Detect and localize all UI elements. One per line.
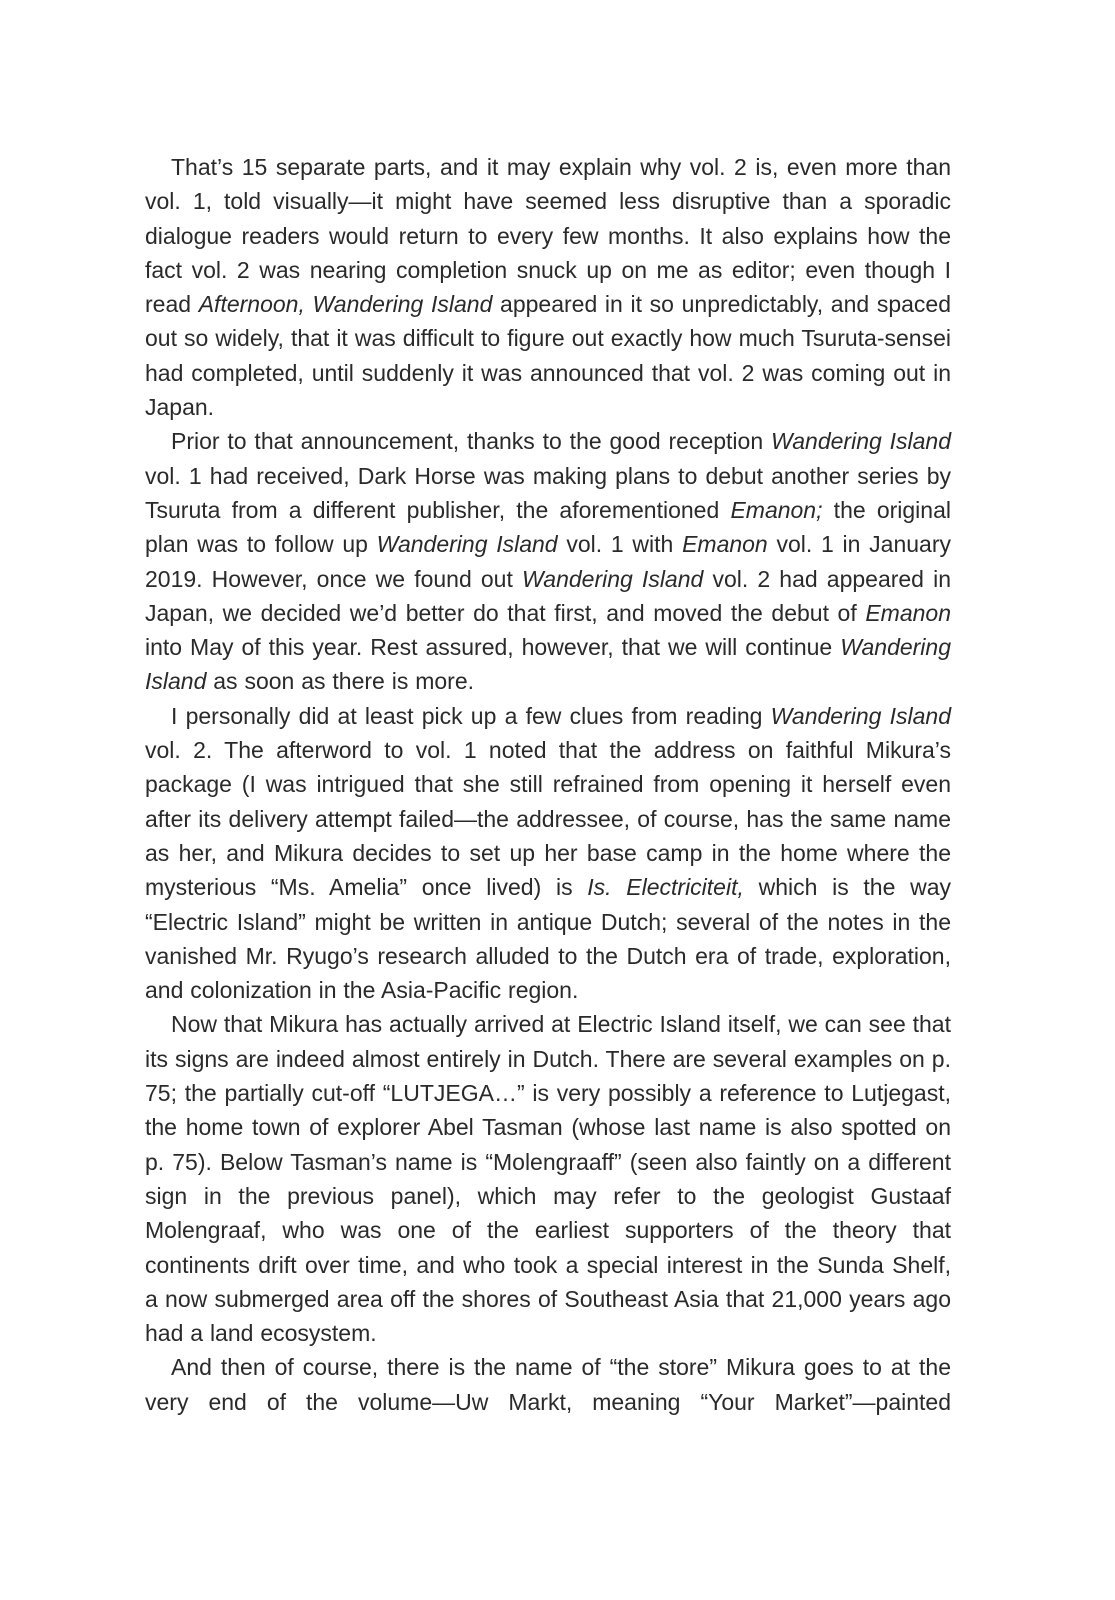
italic-title: Emanon [682,531,768,558]
text-run: appeared in it so unpredictably, and spaced out so widely, that it was difficult to figure out exactly how much Tsuruta-sensei had completed, until suddenly it was announced that vol. 2 was coming out in Japan. [145,291,951,421]
italic-title: Wandering Island [770,428,951,455]
italic-title: Wandering Island [770,702,951,729]
text-run: Prior to that announcement, thanks to the good reception [171,428,771,455]
text-run: as soon as there is more. [206,668,474,695]
body-text [145,150,951,1419]
paragraph-4 [145,1007,951,1350]
text-run: into May of this year. Rest assured, however, that we will continue [145,634,841,661]
text-run: the original plan was to follow up [145,496,951,558]
text-run: vol. 2. The afterword to vol. 1 noted that the address on faithful Mikura’s package (I was intrigued that she still refrained from opening it herself even after its delivery attempt failed—the addressee, of course, has the same name as her, and Mikura decides to set up her base camp in the home where the mysterious “Ms. Amelia” once lived) is [145,737,951,901]
italic-address: Is. Electriciteit, [587,874,744,901]
text-run: Now that Mikura has actually arrived at Electric Island itself, we can see that its signs are indeed almost entirely in Dutch. There are several examples on p. 75; the partially cut-off “LUTJEGA…” is very possibly a reference to Lutjegast, the home town of explorer Abel Tasman (whose last name is also spotted on p. 75). Below Tasman’s name is “Molengraaff” (seen also faintly on a different sign in the previous panel), which may refer to the geologist Gustaaf Molengraaf, who was one of the earliest supporters of the theory that continents drift over time, and who took a special interest in the Sunda Shelf, a now submerged area off the shores of Southeast Asia that 21,000 years ago had a land ecosystem. [145,1011,951,1347]
italic-title: Wandering Island [145,634,951,695]
text-run: I personally did at least pick up a few clues from reading [171,702,771,729]
paragraph-2 [145,424,951,698]
text-run: vol. 2 had appeared in Japan, we decided we’d better do that first, and moved the debut of [145,565,952,626]
text-run: vol. 1 in January 2019. However, once we found out [145,531,952,592]
text-run: And then of course, there is the name of “the store” Mikura goes to at the very end of the volume—Uw Markt, meaning “Your Market”—painted [145,1354,951,1415]
italic-title: Wandering Island [522,565,704,592]
paragraph-3 [145,699,951,1008]
paragraph-1 [145,150,951,424]
italic-title: Afternoon, Wandering Island [198,291,493,318]
italic-title: Emanon; [730,496,823,523]
text-run: which is the way “Electric Island” might be written in antique Dutch; several of the notes in the vanished Mr. Ryugo’s research alluded to the Dutch era of trade, exploration, and colonization in the Asia-Pacific region. [145,874,951,1004]
italic-title: Emanon [865,599,951,626]
italic-title: Wandering Island [376,531,558,558]
paragraph-5 [145,1350,951,1419]
text-run: vol. 1 with [557,531,683,558]
text-run: vol. 1 had received, Dark Horse was making plans to debut another series by Tsuruta from a different publisher, the aforementioned [145,462,951,523]
text-run: That’s 15 separate parts, and it may explain why vol. 2 is, even more than vol. 1, told visually—it might have seemed less disruptive than a sporadic dialogue readers would return to every few months. It also explains how the fact vol. 2 was nearing completion snuck up on me as editor; even though I read [145,154,951,318]
